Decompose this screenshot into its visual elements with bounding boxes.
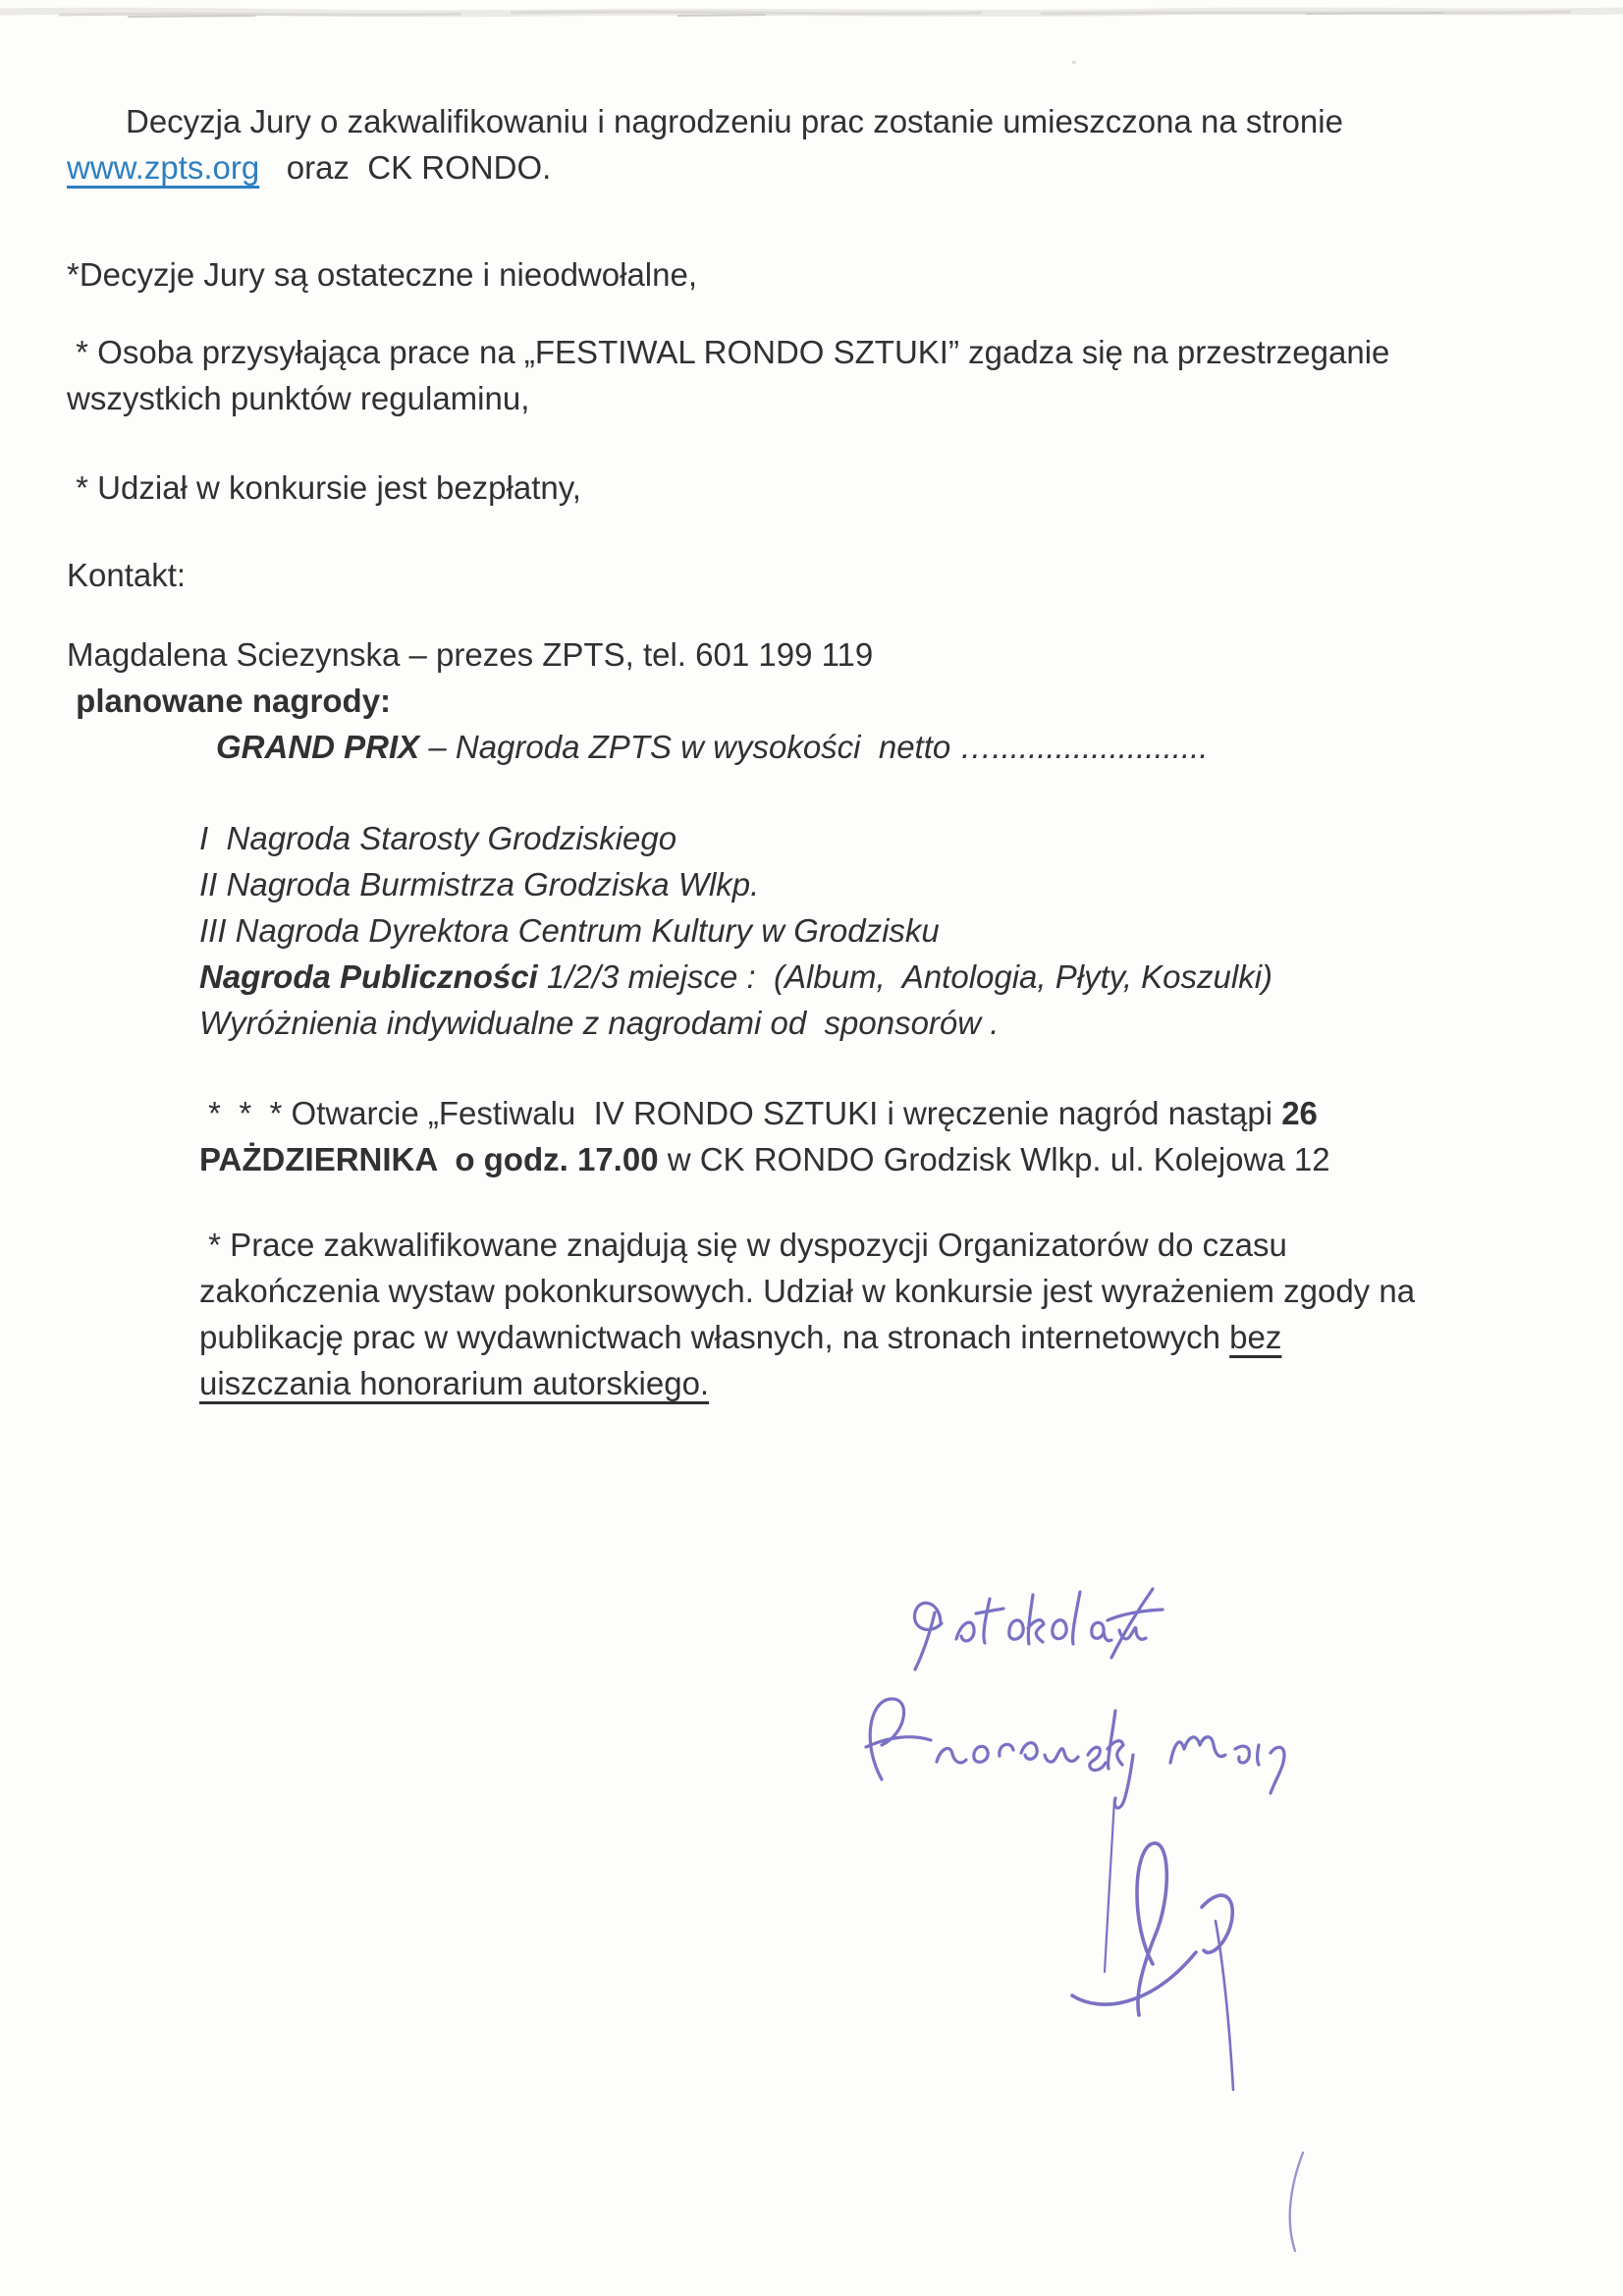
paragraph-contact-heading: [67, 552, 1500, 598]
prize-item-5: Wyróżnienia indywidualne z nagrodami od sponsorów .: [199, 1005, 1000, 1041]
contact-heading-text: Kontakt:: [67, 557, 187, 593]
paragraph-free-entry: [67, 465, 1500, 511]
handwriting-protokolant: [914, 1589, 1163, 1669]
prize-item-3: III Nagroda Dyrektora Centrum Kultury w Grodzisku: [199, 912, 940, 949]
no-royalties-underline-start: bez: [1229, 1319, 1282, 1355]
paragraph-planned-prizes-heading: [67, 678, 1500, 724]
opening-date-time: PAŻDZIERNIKA o godz. 17.00: [199, 1141, 659, 1177]
contact-person-text: Magdalena Sciezynska – prezes ZPTS, tel. 601 199 119: [67, 636, 874, 673]
planned-prizes-heading-text: planowane nagrody:: [67, 683, 392, 719]
jury-decision-line2: oraz CK RONDO.: [259, 149, 552, 186]
paragraph-opening-ceremony: [67, 1090, 1500, 1182]
publication-line1: * Prace zakwalifikowane znajdują się w dyspozycji Organizatorów do czasu: [199, 1227, 1287, 1263]
rules-agreement-line1: * Osoba przysyłająca prace na „FESTIWAL RONDO SZTUKI” zgadza się na przestrzeganie: [67, 334, 1390, 370]
grand-prix-description: – Nagroda ZPTS w wysokości netto …........................: [419, 729, 1209, 765]
paragraph-final-decisions: [67, 251, 1500, 298]
audience-award-description: 1/2/3 miejsce : (Album, Antologia, Płyty, Koszulki): [537, 958, 1273, 995]
opening-line1-text: * * * Otwarcie „Festiwalu IV RONDO SZTUKI i wręczenie nagród nastąpi: [199, 1095, 1282, 1131]
handwriting-frackowska-maria: [866, 1699, 1284, 1808]
prize-item-1: I Nagroda Starosty Grodziskiego: [199, 820, 677, 856]
zpts-website-link[interactable]: www.zpts.org: [67, 149, 260, 186]
audience-award-label: Nagroda Publiczności: [199, 958, 538, 995]
paragraph-jury-decision: [67, 98, 1500, 191]
document-body: [67, 0, 1500, 1406]
publication-line2: zakończenia wystaw pokonkursowych. Udział w konkursie jest wyrażeniem zgody na: [199, 1273, 1416, 1309]
paragraph-publication-rights: [67, 1222, 1500, 1406]
paragraph-rules-agreement: [67, 329, 1500, 421]
stray-pen-arc: [1290, 2153, 1303, 2251]
prize-list: [67, 815, 1500, 1046]
no-royalties-underline-end: uiszczania honorarium autorskiego.: [199, 1365, 710, 1401]
rules-agreement-line2: wszystkich punktów regulaminu,: [67, 380, 530, 416]
publication-line3: publikację prac w wydawnictwach własnych, na stronach internetowych: [199, 1319, 1230, 1355]
free-entry-text: * Udział w konkursie jest bezpłatny,: [67, 469, 581, 506]
paragraph-contact-person: [67, 631, 1500, 678]
opening-venue-text: w CK RONDO Grodzisk Wlkp. ul. Kolejowa 12: [658, 1141, 1330, 1177]
prize-item-2: II Nagroda Burmistrza Grodziska Wlkp.: [199, 866, 760, 902]
jury-decision-line1: Decyzja Jury o zakwalifikowaniu i nagrodzeniu prac zostanie umieszczona na stronie: [126, 103, 1343, 139]
grand-prix-label: GRAND PRIX: [216, 729, 420, 765]
signature-flourish: [1072, 1800, 1233, 2090]
paragraph-grand-prix: [67, 724, 1500, 770]
final-decisions-text: *Decyzje Jury są ostateczne i nieodwołalne,: [67, 256, 698, 293]
opening-date-day: 26: [1281, 1095, 1318, 1131]
handwritten-signature: [825, 1552, 1375, 2296]
